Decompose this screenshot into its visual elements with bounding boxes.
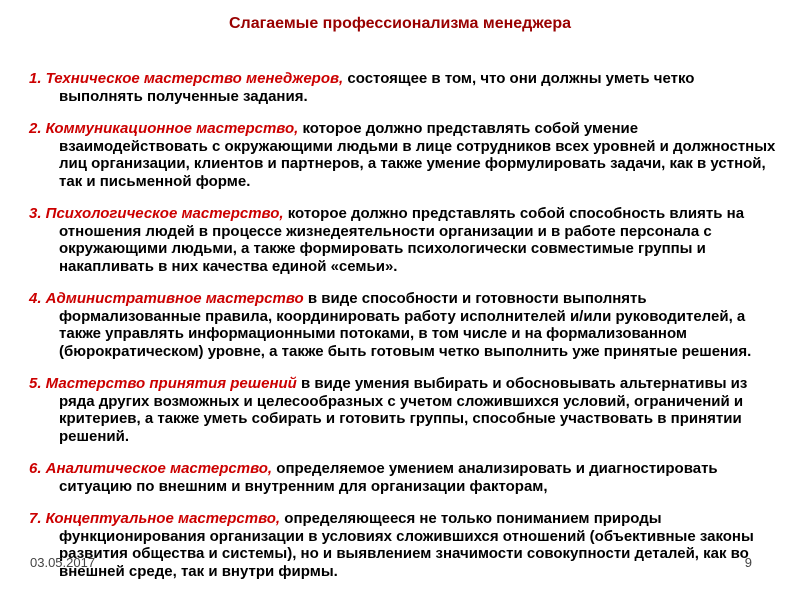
list-item [29,70,777,105]
list-item [29,205,777,275]
item-term: 2. Коммуникационное мастерство, [29,120,299,137]
list-item [29,510,777,580]
item-text: которое должно представлять собой умение взаимодействовать с окружающими людьми в лице сотрудников всех уровней и должностных лиц организации, клиентов и партнеров, а также умение формулировать задачи, как в устной, так и письменной форме. [59,120,776,190]
item-text: которое должно представлять собой способность влиять на отношения людей в процессе жизнедеятельности организации и в работе персонала с окружающими людьми, а также формировать психологически совместимые группы и накапливать в них качества единой «семьи». [59,205,745,275]
list-item [29,290,777,360]
page-number: 9 [744,555,752,570]
list-item [29,375,777,445]
item-term: 4. Административное мастерство [29,290,304,307]
skills-list [29,55,777,583]
footer-date: 03.05.2017 [30,555,96,570]
item-text: состоящее в том, что они должны уметь четко выполнять полученные задания. [59,70,695,105]
item-term: 5. Мастерство принятия решений [29,375,297,392]
list-item [29,120,777,190]
item-text: определяющееся не только пониманием природы функционирования организации в условиях сложившихся отношений (объективные законы развития общества и системы), но и выявлением значимости совокупности деталей, как во внешней среде, так и внутри фирмы. [59,510,754,580]
item-text: в виде умения выбирать и обосновывать альтернативы из ряда других возможных и целесообразных с учетом сложившихся условий, ограничений и критериев, а также уметь собирать и готовить группы, способные участвовать в принятии решений. [59,375,748,445]
item-text: определяемое умением анализировать и диагностировать ситуацию по внешним и внутренним для организации факторам, [59,460,718,495]
slide-title: Слагаемые профессионализма менеджера [228,15,572,32]
item-term: 1. Техническое мастерство менеджеров, [29,70,344,87]
item-term: 7. Концептуальное мастерство, [29,510,281,527]
item-term: 6. Аналитическое мастерство, [29,460,273,477]
item-term: 3. Психологическое мастерство, [29,205,284,222]
item-text: в виде способности и готовности выполнять формализованные правила, координировать работу исполнителей и/или руководителей, а также управлять информационными потоками, в том числе и на формализованном (бюрократическом) уровне, а также быть готовым четко выполнить уже принятые решения. [59,290,752,360]
list-item [29,460,777,495]
